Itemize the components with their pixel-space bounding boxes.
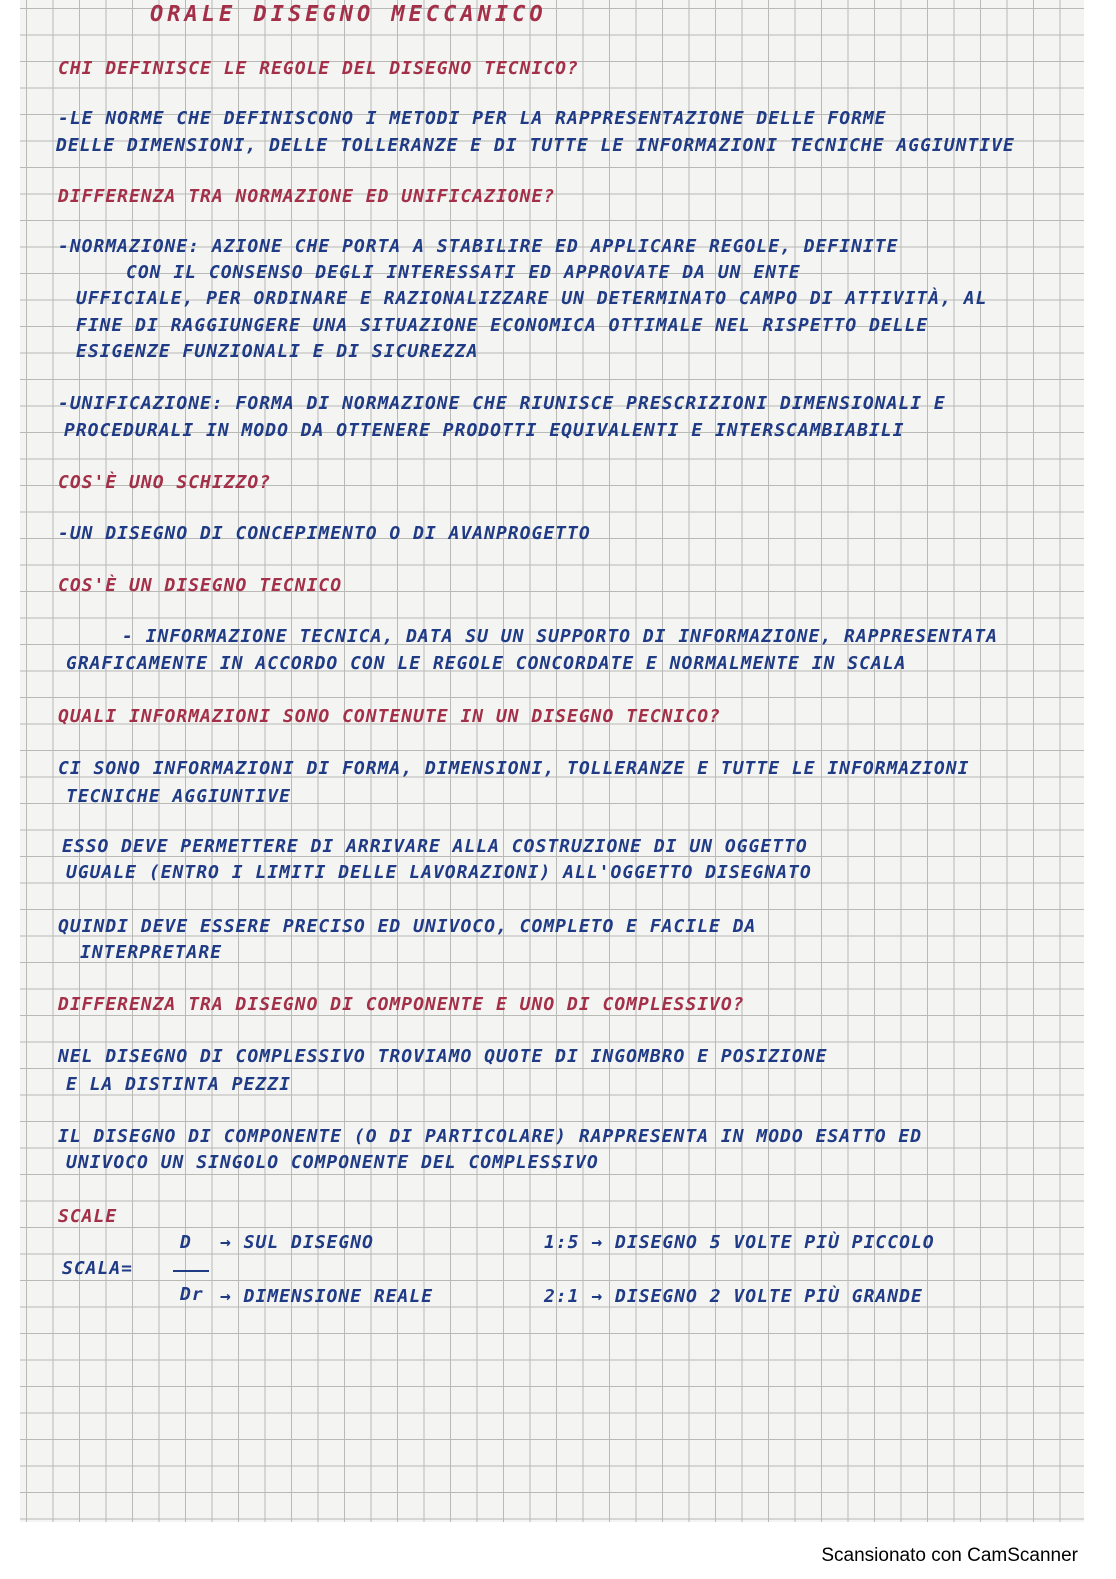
answer-line: ESIGENZE FUNZIONALI E DI SICUREZZA (76, 341, 479, 362)
scanner-watermark: Scansionato con CamScanner (821, 1545, 1078, 1566)
answer-line: IL DISEGNO DI COMPONENTE (O DI PARTICOLARE) RAPPRESENTA IN MODO ESATTO ED (58, 1126, 923, 1147)
question-rules: CHI DEFINISCE LE REGOLE DEL DISEGNO TECNICO? (58, 58, 579, 79)
question-schizzo: COS'È UNO SCHIZZO? (58, 472, 272, 493)
answer-line: ESSO DEVE PERMETTERE DI ARRIVARE ALLA COSTRUZIONE DI UN OGGETTO (62, 836, 808, 857)
answer-line: DELLE DIMENSIONI, DELLE TOLLERANZE E DI TUTTE LE INFORMAZIONI TECNICHE AGGIUNTIVE (56, 135, 1015, 156)
question-informazioni: QUALI INFORMAZIONI SONO CONTENUTE IN UN DISEGNO TECNICO? (58, 706, 721, 727)
answer-line: UFFICIALE, PER ORDINARE E RAZIONALIZZARE UN DETERMINATO CAMPO DI ATTIVITÀ, AL (76, 288, 988, 309)
answer-line: FINE DI RAGGIUNGERE UNA SITUAZIONE ECONOMICA OTTIMALE NEL RISPETTO DELLE (76, 315, 929, 336)
answer-line: GRAFICAMENTE IN ACCORDO CON LE REGOLE CONCORDATE E NORMALMENTE IN SCALA (66, 653, 907, 674)
question-disegno-tecnico: COS'È UN DISEGNO TECNICO (58, 575, 343, 596)
answer-line: -NORMAZIONE: AZIONE CHE PORTA A STABILIRE ED APPLICARE REGOLE, DEFINITE (58, 236, 899, 257)
answer-line: - INFORMAZIONE TECNICA, DATA SU UN SUPPORTO DI INFORMAZIONE, RAPPRESENTATA (122, 626, 998, 647)
answer-line: UNIVOCO UN SINGOLO COMPONENTE DEL COMPLESSIVO (66, 1152, 599, 1173)
scale-denominator: Dr (180, 1284, 204, 1305)
answer-line: -UNIFICAZIONE: FORMA DI NORMAZIONE CHE RIUNISCE PRESCRIZIONI DIMENSIONALI E (58, 393, 946, 414)
answer-line: -LE NORME CHE DEFINISCONO I METODI PER LA RAPPRESENTAZIONE DELLE FORME (58, 108, 887, 129)
answer-line: CON IL CONSENSO DEGLI INTERESSATI ED APPROVATE DA UN ENTE (126, 262, 801, 283)
scale-label: SCALA= (62, 1258, 134, 1279)
answer-line: CI SONO INFORMAZIONI DI FORMA, DIMENSIONI, TOLLERANZE E TUTTE LE INFORMAZIONI (58, 758, 970, 779)
question-normazione: DIFFERENZA TRA NORMAZIONE ED UNIFICAZIONE? (58, 186, 556, 207)
fraction-bar (173, 1270, 209, 1272)
scale-example-reduction: 1:5 → DISEGNO 5 VOLTE PIÙ PICCOLO (544, 1232, 935, 1253)
answer-line: UGUALE (ENTRO I LIMITI DELLE LAVORAZIONI) ALL'OGGETTO DISEGNATO (66, 862, 812, 883)
page-title: ORALE DISEGNO MECCANICO (150, 2, 547, 27)
answer-line: NEL DISEGNO DI COMPLESSIVO TROVIAMO QUOTE DI INGOMBRO E POSIZIONE (58, 1046, 828, 1067)
section-scale: SCALE (58, 1206, 118, 1227)
scale-numerator-note: → SUL DISEGNO (220, 1232, 374, 1253)
answer-line: E LA DISTINTA PEZZI (66, 1074, 291, 1095)
answer-line: PROCEDURALI IN MODO DA OTTENERE PRODOTTI EQUIVALENTI E INTERSCAMBIABILI (64, 420, 905, 441)
question-complessivo: DIFFERENZA TRA DISEGNO DI COMPONENTE E UNO DI COMPLESSIVO? (58, 994, 745, 1015)
answer-line: INTERPRETARE (80, 942, 223, 963)
scale-numerator: D (180, 1232, 192, 1253)
answer-line: TECNICHE AGGIUNTIVE (66, 786, 291, 807)
scale-denominator-note: → DIMENSIONE REALE (220, 1286, 434, 1307)
scale-example-enlargement: 2:1 → DISEGNO 2 VOLTE PIÙ GRANDE (544, 1286, 923, 1307)
answer-line: QUINDI DEVE ESSERE PRECISO ED UNIVOCO, COMPLETO E FACILE DA (58, 916, 757, 937)
answer-line: -UN DISEGNO DI CONCEPIMENTO O DI AVANPROGETTO (58, 523, 591, 544)
